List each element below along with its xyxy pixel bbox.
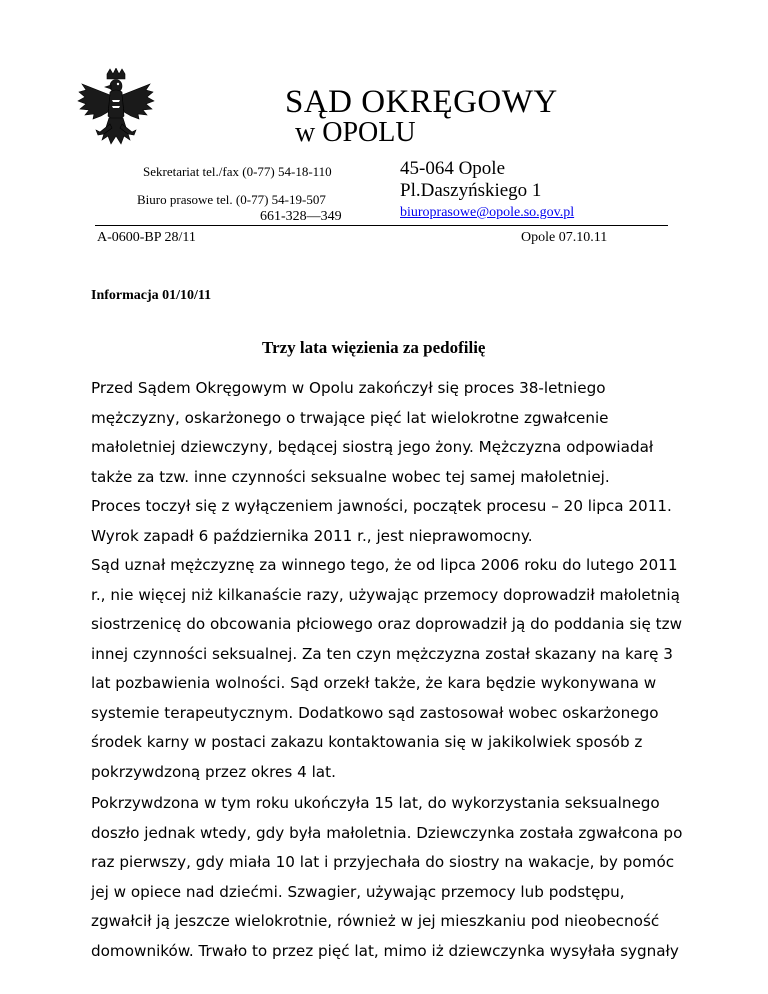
- text-line: małoletniej dziewczyny, będącej siostrą jego żony. Mężczyzna odpowiadał: [91, 438, 654, 456]
- article-paragraph-2: [91, 789, 691, 966]
- postal-code-city: 45-064 Opole: [400, 158, 506, 179]
- text-line: Sąd uznał mężczyznę za winnego tego, że od lipca 2006 roku do lutego 2011: [91, 556, 678, 574]
- text-line: także za tzw. inne czynności seksualne wobec tej samej małoletniej.: [91, 467, 610, 486]
- info-number: Informacja 01/10/11: [91, 288, 212, 303]
- polish-eagle-emblem-icon: [76, 68, 156, 160]
- text-line: jej w opiece nad dziećmi. Szwagier, używając przemocy lub podstępu,: [91, 882, 625, 901]
- text-line: siostrzenicę do obcowania płciowego oraz doprowadził ją do poddania się tzw: [91, 615, 682, 633]
- text-line: mężczyzny, oskarżonego o trwające pięć lat wielokrotne zgwałcenie: [91, 408, 609, 427]
- text-line: środek karny w postaci zakazu kontaktowania się w jakikolwiek sposób z: [91, 733, 643, 751]
- text-line: systemie terapeutycznym. Dodatkowo sąd zastosował wobec oskarżonego: [91, 703, 659, 722]
- street-address: Pl.Daszyńskiego 1: [400, 180, 542, 201]
- text-line: innej czynności seksualnej. Za ten czyn mężczyzna został skazany na karę 3: [91, 644, 673, 663]
- press-email-link[interactable]: biuroprasowe@opole.so.gov.pl: [400, 205, 575, 220]
- article-paragraph-1: [91, 374, 691, 787]
- text-line: Przed Sądem Okręgowym w Opolu zakończył się proces 38-letniego: [91, 379, 606, 397]
- press-office-phone: Biuro prasowe tel. (0-77) 54-19-507: [137, 192, 326, 207]
- secretariat-phone: Sekretariat tel./fax (0-77) 54-18-110: [143, 164, 332, 179]
- place-and-date: Opole 07.10.11: [521, 230, 608, 245]
- text-line: domowników. Trwało to przez pięć lat, mimo iż dziewczynka wysyłała sygnały: [91, 941, 679, 960]
- text-line: pokrzywdzoną przez okres 4 lat.: [91, 762, 336, 781]
- text-line: doszło jednak wtedy, gdy była małoletnia. Dziewczynka została zgwałcona po: [91, 823, 683, 842]
- press-office-mobile: 661-328—349: [260, 209, 342, 224]
- court-city: w OPOLU: [295, 117, 416, 148]
- text-line: Wyrok zapadł 6 października 2011 r., jest nieprawomocny.: [91, 526, 533, 545]
- reference-number: A-0600-BP 28/11: [97, 230, 196, 245]
- text-line: raz pierwszy, gdy miała 10 lat i przyjechała do siostry na wakacje, by pomóc: [91, 853, 675, 871]
- court-name: SĄD OKRĘGOWY: [285, 84, 558, 120]
- text-line: lat pozbawienia wolności. Sąd orzekł także, że kara będzie wykonywana w: [91, 674, 657, 692]
- text-line: zgwałcił ją jeszcze wielokrotnie, również w jej mieszkaniu pod nieobecność: [91, 912, 660, 930]
- text-line: Proces toczył się z wyłączeniem jawności, początek procesu – 20 lipca 2011.: [91, 497, 672, 515]
- text-line: Pokrzywdzona w tym roku ukończyła 15 lat, do wykorzystania seksualnego: [91, 794, 660, 812]
- text-line: r., nie więcej niż kilkanaście razy, używając przemocy doprowadził małoletnią: [91, 585, 680, 604]
- article-title: Trzy lata więzienia za pedofilię: [262, 338, 486, 357]
- header-divider: [95, 225, 668, 226]
